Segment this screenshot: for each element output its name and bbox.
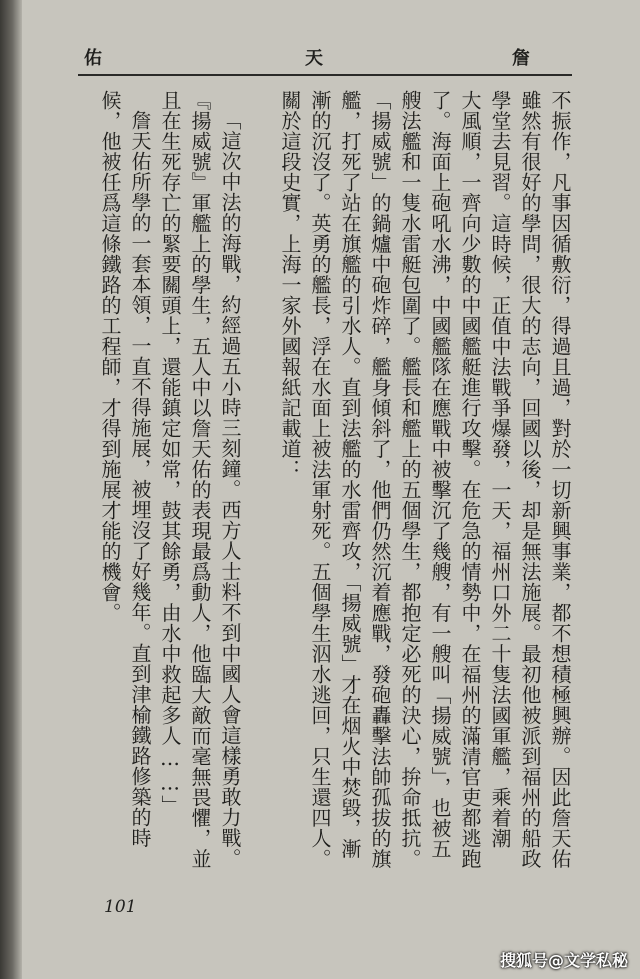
- running-header-center: 天: [305, 48, 323, 69]
- text-column: 了。海面上砲吼水沸，中國艦隊在應戰中被擊沉了幾艘，有一艘叫「揚威號」，也被五: [428, 90, 452, 859]
- text-column: 詹天佑所學的一套本領，一直不得施展，被埋沒了好幾年。直到津榆鐵路修築的時: [128, 110, 152, 848]
- text-column: 艘法艦和一隻水雷艇包圍了。艦長和艦上的五個學生，都抱定必死的決心，拚命抵抗。: [398, 90, 422, 869]
- text-column: 艦，打死了站在旗艦的引水人。直到法艦的水雷齊攻，「揚威號」才在烟火中焚毀，漸: [338, 90, 362, 859]
- text-column: 漸的沉沒了。英勇的艦長，浮在水面上被法軍射死。五個學生泅水逃回，只生還四人。: [308, 90, 332, 869]
- quote-column: 且在生死存亡的緊要關頭上，還能鎮定如常，鼓其餘勇，由水中救起多人……」: [158, 90, 182, 816]
- quote-column: 『揚威號』軍艦上的學生，五人中以詹天佑的表現最爲動人，他臨大敵而毫無畏懼，並: [188, 90, 212, 869]
- text-column: 學堂去見習。這時候，正值中法戰爭爆發，一天，福州口外二十隻法國軍艦，乘着潮: [488, 90, 512, 849]
- running-header-right: 詹: [512, 48, 530, 69]
- text-column: 「揚威號」的鍋爐中砲炸碎，艦身傾斜了，他們仍然沉着應戰，發砲轟擊法帥孤拔的旗: [368, 90, 392, 869]
- text-column: 雖然有很好的學問，很大的志向，回國以後，却是無法施展。最初他被派到福州的船政: [518, 90, 542, 869]
- page-number: 101: [104, 897, 137, 917]
- watermark: 搜狐号@文学私秘: [500, 951, 629, 970]
- text-column: 不振作，凡事因循敷衍，得過且過，對於一切新興事業，都不想積極興辦。因此詹天佑: [548, 90, 572, 869]
- text-column: 候，他被任爲這條鐵路的工程師，才得到施展才能的機會。: [98, 90, 122, 623]
- text-column: 關於這段史實，上海一家外國報紙記載道：: [278, 90, 302, 480]
- body-text: [70, 90, 575, 910]
- header-rule: [78, 74, 572, 76]
- page-binding-shadow: [0, 0, 22, 979]
- running-header-left: 佑: [84, 48, 102, 69]
- text-column: 大風順，一齊向少數的中國艦艇進行攻擊。在危急的情勢中，在福州的滿清官吏都逃跑: [458, 90, 482, 869]
- quote-column: 「這次中法的海戰，約經過五小時三刻鐘。西方人士料不到中國人會這樣勇敢力戰。: [218, 110, 242, 869]
